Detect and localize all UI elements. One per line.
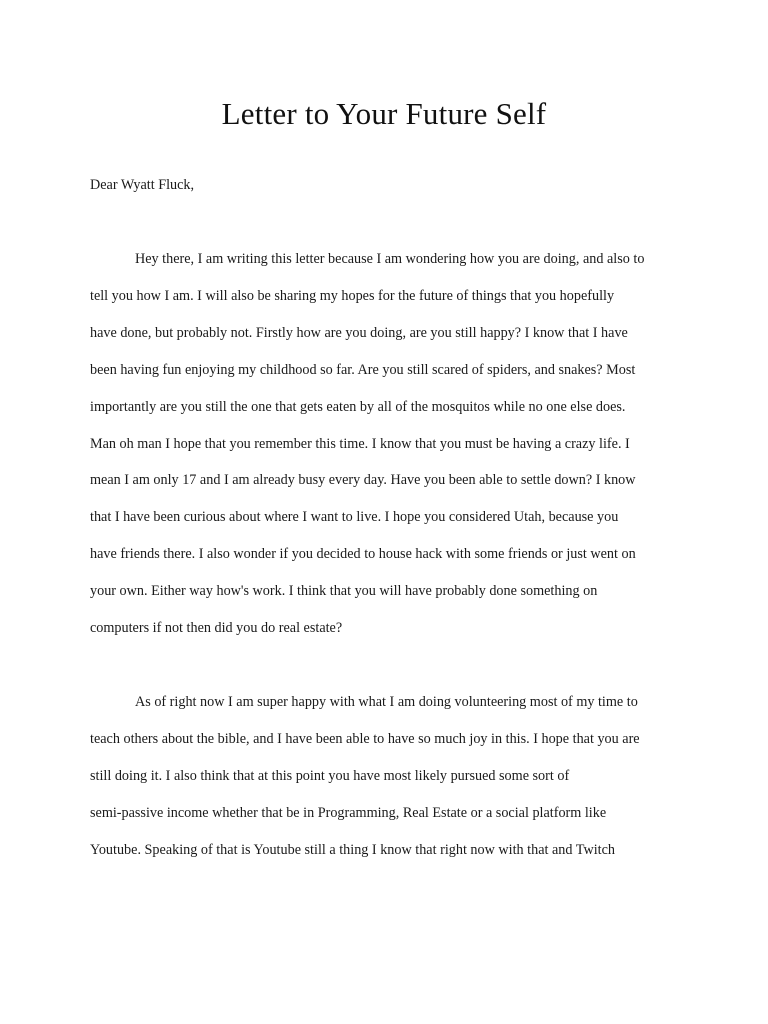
paragraph-line: have friends there. I also wonder if you decided to house hack with some friends or just went on	[90, 546, 636, 563]
paragraph-line: mean I am only 17 and I am already busy every day. Have you been able to settle down? I know	[90, 472, 636, 489]
document-title: Letter to Your Future Self	[221, 96, 547, 131]
paragraph-line: Hey there, I am writing this letter because I am wondering how you are doing, and also to	[135, 251, 645, 267]
paragraph-line: been having fun enjoying my childhood so far. Are you still scared of spiders, and snakes? Most	[90, 361, 636, 378]
paragraph-line: semi-passive income whether that be in Programming, Real Estate or a social platform like	[90, 804, 607, 821]
paragraph-line: importantly are you still the one that gets eaten by all of the mosquitos while no one else does.	[90, 398, 626, 415]
paragraph-line: have done, but probably not. Firstly how are you doing, are you still happy? I know that I have	[90, 324, 628, 341]
paragraph-line: computers if not then did you do real estate?	[90, 620, 343, 637]
paragraph-1	[90, 241, 690, 647]
salutation: Dear Wyatt Fluck,	[90, 177, 195, 193]
paragraph-2	[90, 684, 690, 869]
paragraph-line: your own. Either way how's work. I think that you will have probably done something on	[90, 583, 598, 600]
paragraph-line: Man oh man I hope that you remember this time. I know that you must be having a crazy life. I	[90, 435, 630, 452]
paragraph-line: As of right now I am super happy with what I am doing volunteering most of my time to	[135, 694, 638, 710]
paragraph-line: still doing it. I also think that at this point you have most likely pursued some sort of	[90, 767, 570, 784]
paragraph-line: that I have been curious about where I want to live. I hope you considered Utah, because you	[90, 509, 619, 526]
paragraph-line: teach others about the bible, and I have been able to have so much joy in this. I hope that you are	[90, 730, 640, 747]
paragraph-line: tell you how I am. I will also be sharing my hopes for the future of things that you hopefully	[90, 287, 615, 304]
paragraph-line: Youtube. Speaking of that is Youtube still a thing I know that right now with that and Twitch	[90, 841, 615, 858]
